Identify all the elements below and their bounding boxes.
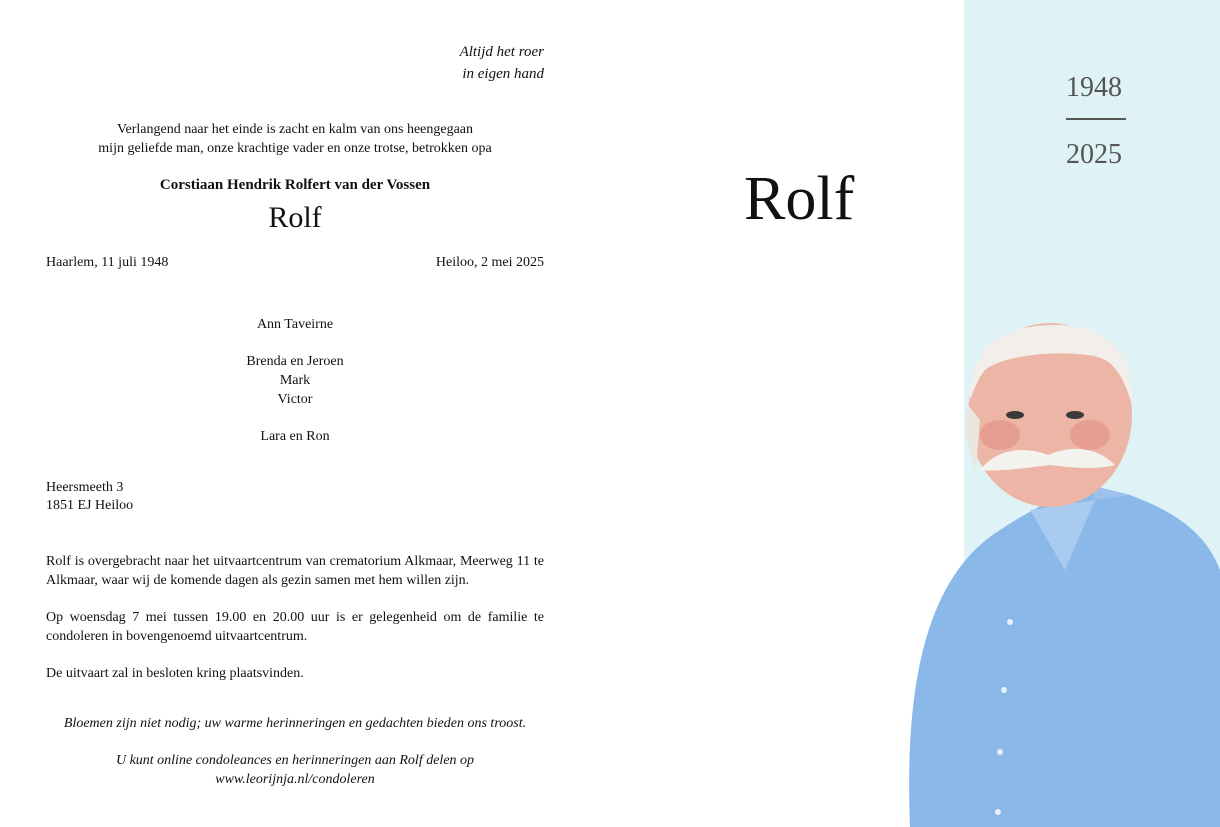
paragraph: Rolf is overgebracht naar het uitvaartcentrum van crematorium Alkmaar, Meerweg 11 te Alkmaar, waar wij de komende dagen als gezin samen met hem willen zijn. <box>46 554 544 588</box>
grandchild-name: Victor <box>277 392 313 407</box>
flowers-note: Bloemen zijn niet nodig; uw warme herinneringen en gedachten bieden ons troost. <box>63 716 527 731</box>
year-start: 1948 <box>1066 72 1122 103</box>
intro-text: Verlangend naar het einde is zacht en kalm van ons heengegaan mijn geliefde man, onze krachtige vader en onze trotse, betrokken opa <box>98 122 492 156</box>
year-divider <box>1066 118 1126 120</box>
body-text <box>46 552 544 701</box>
child-name: Lara en Ron <box>260 429 330 444</box>
condolence-url: www.leorijnja.nl/condoleren <box>215 772 375 787</box>
portrait-photo <box>890 320 1220 827</box>
address: Heersmeeth 3 1851 EJ Heiloo <box>46 480 134 513</box>
year-end: 2025 <box>1066 139 1122 170</box>
spouse-name: Ann Taveirne <box>256 317 334 332</box>
paragraph: De uitvaart zal in besloten kring plaatsvinden. <box>46 666 304 681</box>
family-list <box>46 315 544 464</box>
cover-name: Rolf <box>744 165 855 233</box>
online-note: U kunt online condoleances en herinneringen aan Rolf delen op www.leorijnja.nl/condoleren <box>46 751 544 789</box>
motto: Altijd het roer in eigen hand <box>459 44 544 82</box>
birth-info: Haarlem, 11 juli 1948 <box>46 255 169 270</box>
nickname: Rolf <box>268 201 322 234</box>
paragraph: Op woensdag 7 mei tussen 19.00 en 20.00 uur is er gelegenheid om de familie te condoleren in bovengenoemd uitvaartcentrum. <box>46 610 544 644</box>
grandchild-name: Mark <box>279 373 311 388</box>
closing-text <box>46 714 544 789</box>
child-name: Brenda en Jeroen <box>246 354 344 369</box>
death-info: Heiloo, 2 mei 2025 <box>435 255 544 270</box>
full-name: Corstiaan Hendrik Rolfert van der Vossen <box>159 177 431 193</box>
